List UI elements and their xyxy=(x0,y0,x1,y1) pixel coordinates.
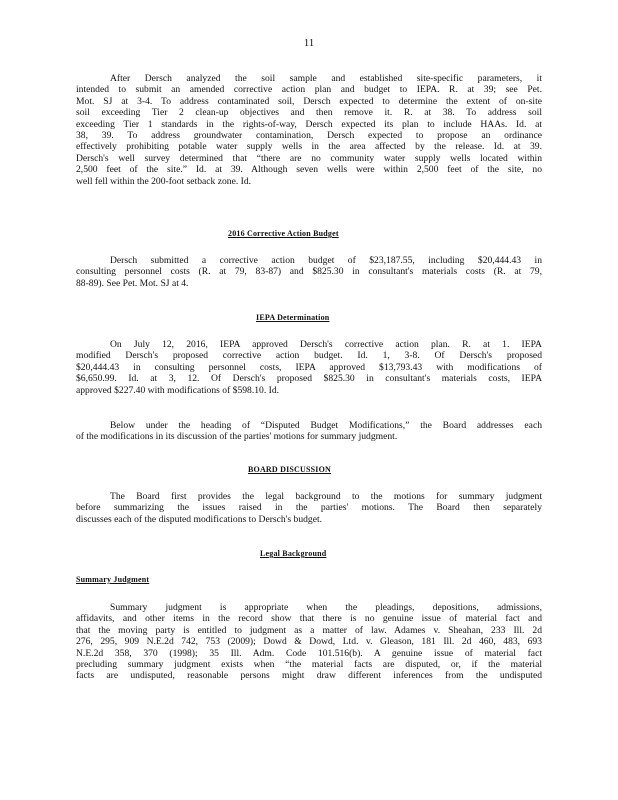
paragraph-disputed-modifications xyxy=(76,420,542,443)
text-line: 276, 295, 909 N.E.2d 742, 753 (2009); Dowd & Dowd, Ltd. v. Gleason, 181 Ill. 2d 460, 483, 693 xyxy=(76,636,542,648)
heading-board-discussion: BOARD DISCUSSION xyxy=(248,465,331,474)
text-line: that the moving party is entitled to judgment as a matter of law. Adames v. Sheahan, 233 Ill. 2d xyxy=(76,624,542,636)
text-line: facts are undisputed, reasonable persons might draw different inferences from the undisputed xyxy=(76,670,542,682)
text-line: effectively prohibiting potable water supply wells in the area affected by the release. Id. at 39. xyxy=(76,141,542,153)
text-line: discusses each of the disputed modifications to Dersch's budget. xyxy=(76,513,323,525)
heading-summary-judgment: Summary Judgment xyxy=(76,575,150,584)
text-line: Dersch submitted a corrective action budget of $23,187.55, including $20,444.43 in xyxy=(110,255,542,266)
paragraph-iepa-approval xyxy=(76,339,542,396)
paragraph-summary-judgment xyxy=(76,602,542,682)
text-line: 88-89). See Pet. Mot. SJ at 4. xyxy=(76,277,189,289)
paragraph-soil-analysis xyxy=(76,73,542,187)
text-line: Below under the heading of “Disputed Budget Modifications,” the Board addresses each xyxy=(110,420,542,431)
text-line: 38, 39. To address groundwater contamination, Dersch expected to propose an ordinance xyxy=(76,130,542,142)
text-line: exceeding Tier 1 standards in the rights-of-way, Dersch expected its plan to include HAAs. Id. at xyxy=(76,118,542,130)
text-line: 2,500 feet of the site.” Id. at 39. Although seven wells were within 2,500 feet of the site, no xyxy=(76,164,542,176)
text-line: consulting personnel costs (R. at 79, 83-87) and $825.30 in consultant's materials costs (R. at 79, xyxy=(76,266,542,278)
text-line: On July 12, 2016, IEPA approved Dersch's corrective action plan. R. at 1. IEPA xyxy=(110,339,542,350)
text-line: Dersch's well survey determined that “there are no community water supply wells located within xyxy=(76,152,542,164)
text-line: The Board first provides the legal background to the motions for summary judgment xyxy=(110,491,542,502)
page-number: 11 xyxy=(303,37,315,49)
text-line: well fell within the 200-foot setback zone. Id. xyxy=(76,175,252,187)
text-line: approved $227.40 with modifications of $598.10. Id. xyxy=(76,384,280,396)
text-line: affidavits, and other items in the record show that there is no genuine issue of material fact and xyxy=(76,613,542,625)
text-line: $20,444.43 in consulting personnel costs, IEPA approved $13,793.43 with modifications of xyxy=(76,361,542,373)
text-line: After Dersch analyzed the soil sample and established site-specific parameters, it xyxy=(110,73,542,84)
text-line: Mot. SJ at 3-4. To address contaminated soil, Dersch expected to determine the extent of on-site xyxy=(76,95,542,107)
text-line: Summary judgment is appropriate when the pleadings, depositions, admissions, xyxy=(110,602,542,613)
heading-iepa-determination: IEPA Determination xyxy=(256,313,330,322)
text-line: modified Dersch's proposed corrective action budget. Id. 1, 3-8. Of Dersch's proposed xyxy=(76,350,542,362)
paragraph-budget-submitted xyxy=(76,255,542,289)
paragraph-board-overview xyxy=(76,491,542,525)
text-line: before summarizing the issues raised in the parties' motions. The Board then separately xyxy=(76,502,542,514)
text-line: of the modifications in its discussion of the parties' motions for summary judgment. xyxy=(76,431,398,443)
text-line: $6,650.99. Id. at 3, 12. Of Dersch's proposed $825.30 in consultant's materials costs, IEPA xyxy=(76,373,542,385)
heading-corrective-action-budget: 2016 Corrective Action Budget xyxy=(228,229,339,238)
heading-legal-background: Legal Background xyxy=(260,549,327,558)
text-line: intended to submit an amended corrective action plan and budget to IEPA. R. at 39; see Pet. xyxy=(76,84,542,96)
text-line: N.E.2d 358, 370 (1998); 35 Ill. Adm. Code 101.516(b). A genuine issue of material fact xyxy=(76,647,542,659)
text-line: precluding summary judgment exists when “the material facts are disputed, or, if the material xyxy=(76,659,542,671)
text-line: soil exceeding Tier 2 clean-up objectives and then remove it. R. at 38. To address soil xyxy=(76,107,542,119)
